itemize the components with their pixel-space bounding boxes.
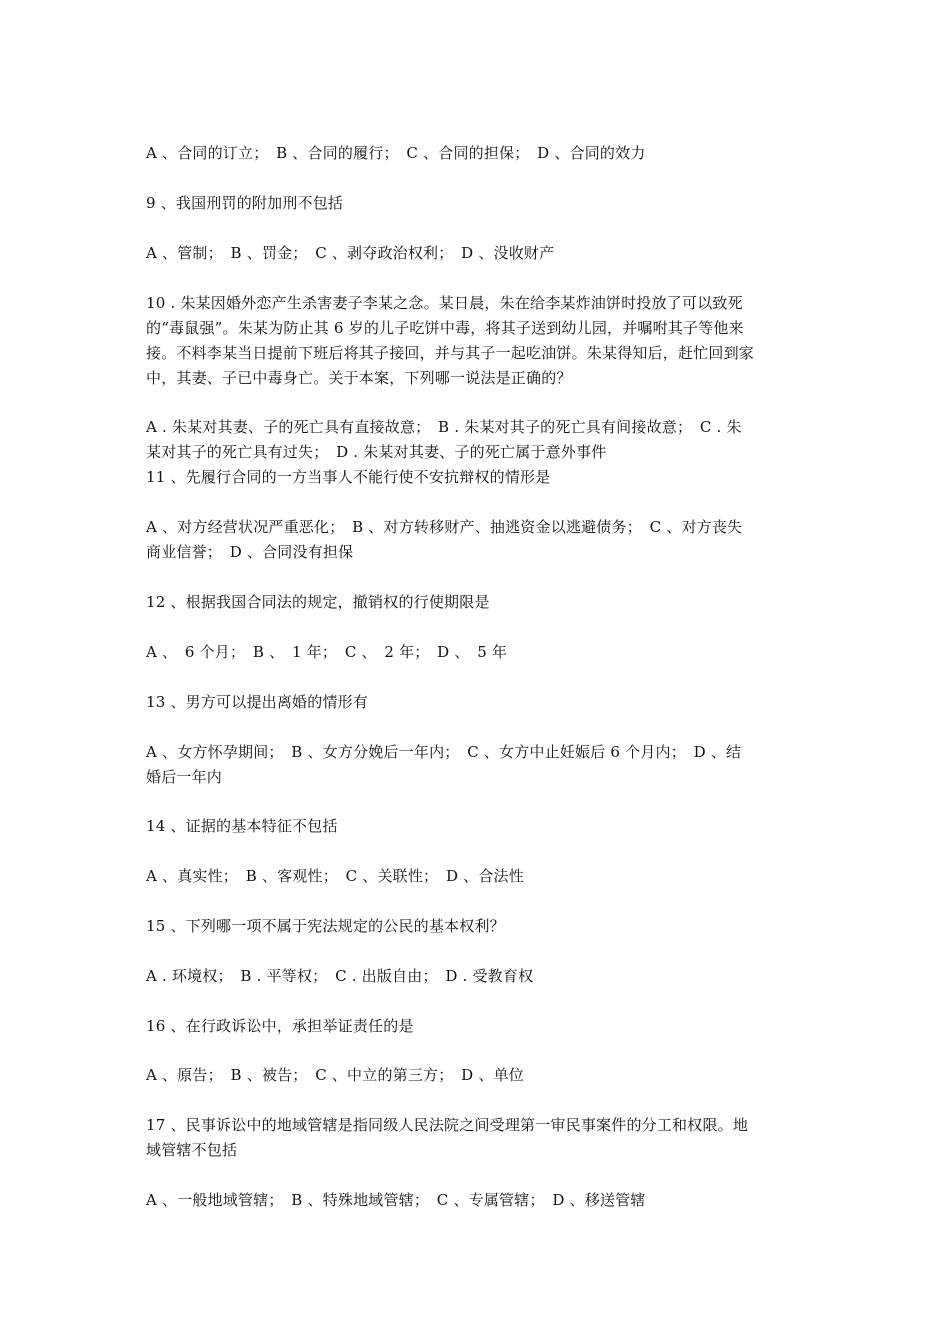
q17-question-line-1: 17 、民事诉讼中的地域管辖是指同级人民法院之间受理第一审民事案件的分工和权限。地 [146,1116,749,1134]
q10-options-line-2: 某对其子的死亡具有过失； D . 朱某对其妻、子的死亡属于意外事件 [146,443,607,461]
q9-question: 9 、我国刑罚的附加刑不包括 [146,194,344,212]
q10-question-line-3: 接。不料李某当日提前下班后将其子接回，并与其子一起吃油饼。朱某得知后，赶忙回到家 [146,344,755,362]
q10-options-line-1: A . 朱某对其妻、子的死亡具有直接故意； B . 朱某对其子的死亡具有间接故意； C . 朱 [146,418,742,436]
q9-options: A 、管制； B 、罚金； C 、剥夺政治权利； D 、没收财产 [146,244,555,262]
q12-question: 12 、根据我国合同法的规定，撤销权的行使期限是 [146,593,490,611]
q14-question: 14 、证据的基本特征不包括 [146,817,338,835]
q10-question-line-1: 10 . 朱某因婚外恋产生杀害妻子李某之念。某日晨，朱在给李某炸油饼时投放了可以致死 [146,294,743,312]
q11-question: 11 、先履行合同的一方当事人不能行使不安抗辩权的情形是 [146,468,551,486]
q16-options: A 、原告； B 、被告； C 、中立的第三方； D 、单位 [146,1066,524,1084]
q15-options: A . 环境权； B . 平等权； C . 出版自由； D . 受教育权 [146,967,534,985]
q12-options: A 、 6 个月； B 、 1 年； C 、 2 年； D 、 5 年 [146,643,508,661]
q14-options: A 、真实性； B 、客观性； C 、关联性； D 、合法性 [146,867,524,885]
q17-question-line-2: 域管辖不包括 [146,1141,238,1159]
q15-question: 15 、下列哪一项不属于宪法规定的公民的基本权利？ [146,917,505,935]
q10-question-line-4: 中，其妻、子已中毒身亡。关于本案，下列哪一说法是正确的？ [146,369,572,387]
q17-options: A 、一般地域管辖； B 、特殊地域管辖； C 、专属管辖； D 、移送管辖 [146,1191,646,1209]
q13-question: 13 、男方可以提出离婚的情形有 [146,693,369,711]
q10-question-line-2: 的“毒鼠强”。朱某为防止其 6 岁的儿子吃饼中毒，将其子送到幼儿园，并嘱咐其子等他来 [146,319,744,337]
q11-options-line-1: A 、对方经营状况严重恶化； B 、对方转移财产、抽逃资金以逃避债务； C 、对方丧失 [146,518,743,536]
q13-options-line-2: 婚后一年内 [146,768,223,786]
q11-options-line-2: 商业信誉； D 、合同没有担保 [146,543,354,561]
q13-options-line-1: A 、女方怀孕期间； B 、女方分娩后一年内； C 、女方中止妊娠后 6 个月内； D 、结 [146,743,742,761]
q8-options: A 、合同的订立； B 、合同的履行； C 、合同的担保； D 、合同的效力 [146,144,646,162]
q16-question: 16 、在行政诉讼中，承担举证责任的是 [146,1017,414,1035]
